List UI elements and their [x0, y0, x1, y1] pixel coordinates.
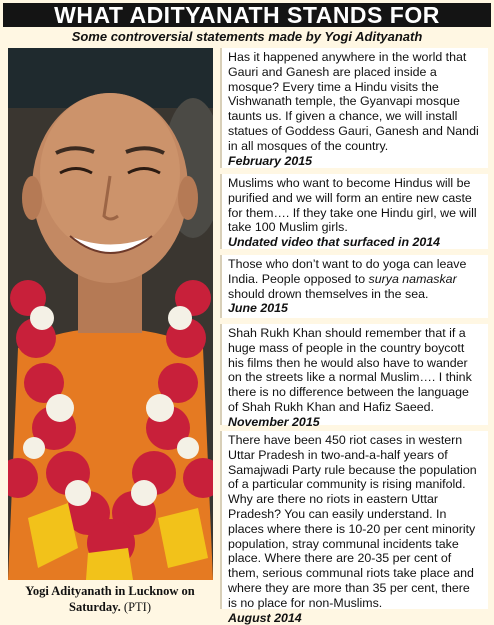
- portrait-photo: [8, 48, 213, 580]
- headline-subtitle: Some controversial statements made by Yogi Adityanath: [71, 29, 423, 44]
- quote-date: August 2014: [228, 610, 302, 625]
- quote-text: Muslims who want to become Hindus will be purified and we will form an entire new caste for them…. If they take one Hindu girl, we will take 100 Muslim girls.: [228, 176, 477, 235]
- quote-text: Shah Rukh Khan should remember that if a huge mass of people in the country boycott his films then he would also have to wander on the streets like a normal Muslim…. I think there is no difference between the language of Shah Rukh Khan and Hafiz Saeed.: [228, 326, 472, 414]
- quote-item: [220, 174, 488, 249]
- caption-text: Yogi Adityanath in Lucknow on Saturday.: [25, 584, 195, 614]
- quote-date: November 2015: [228, 414, 320, 429]
- quote-text: There have been 450 riot cases in western Uttar Pradesh in two-and-a-half years of Samajwadi Party rule because the population of a particular community is rising manifold. Why are there no riots in eastern Uttar Pradesh? You can easily understand. In places where there is 10-20 per cent minority population, stray communal incidents take place. Where there are 20-35 per cent of them, serious communal riots take place and where they are more than 35 per cent, there is no place for non-Muslims.: [228, 433, 477, 610]
- caption-credit: (PTI): [123, 600, 151, 614]
- quote-text-emphasis: surya namaskar: [368, 271, 457, 286]
- quotes-column: [220, 48, 488, 625]
- photo-caption: [3, 583, 217, 615]
- portrait-illustration: [8, 48, 213, 580]
- quote-text: Has it happened anywhere in the world that Gauri and Ganesh are placed inside a mosque? Every time a Hindu visits the Vishwanath temple, the Gyanvapi mosque taunts us. If given a chance, we will install statues of Goddess Gauri, Ganesh and Nandi in all mosques of the country.: [228, 50, 479, 153]
- quote-text-after: should drown themselves in the sea.: [228, 286, 429, 301]
- quote-date: Undated video that surfaced in 2014: [228, 235, 441, 250]
- quote-item: [220, 431, 488, 625]
- headline-banner: [3, 3, 491, 27]
- headline-title: WHAT ADITYANATH STANDS FOR: [54, 2, 440, 28]
- quote-item: [220, 255, 488, 318]
- quote-item: [220, 48, 488, 168]
- quote-item: [220, 324, 488, 429]
- quote-date: February 2015: [228, 153, 313, 168]
- quote-text-before: Those who don’t want to do yoga can leave India. People opposed to: [228, 257, 467, 286]
- quote-date: June 2015: [228, 301, 288, 316]
- photo-column: [3, 48, 217, 617]
